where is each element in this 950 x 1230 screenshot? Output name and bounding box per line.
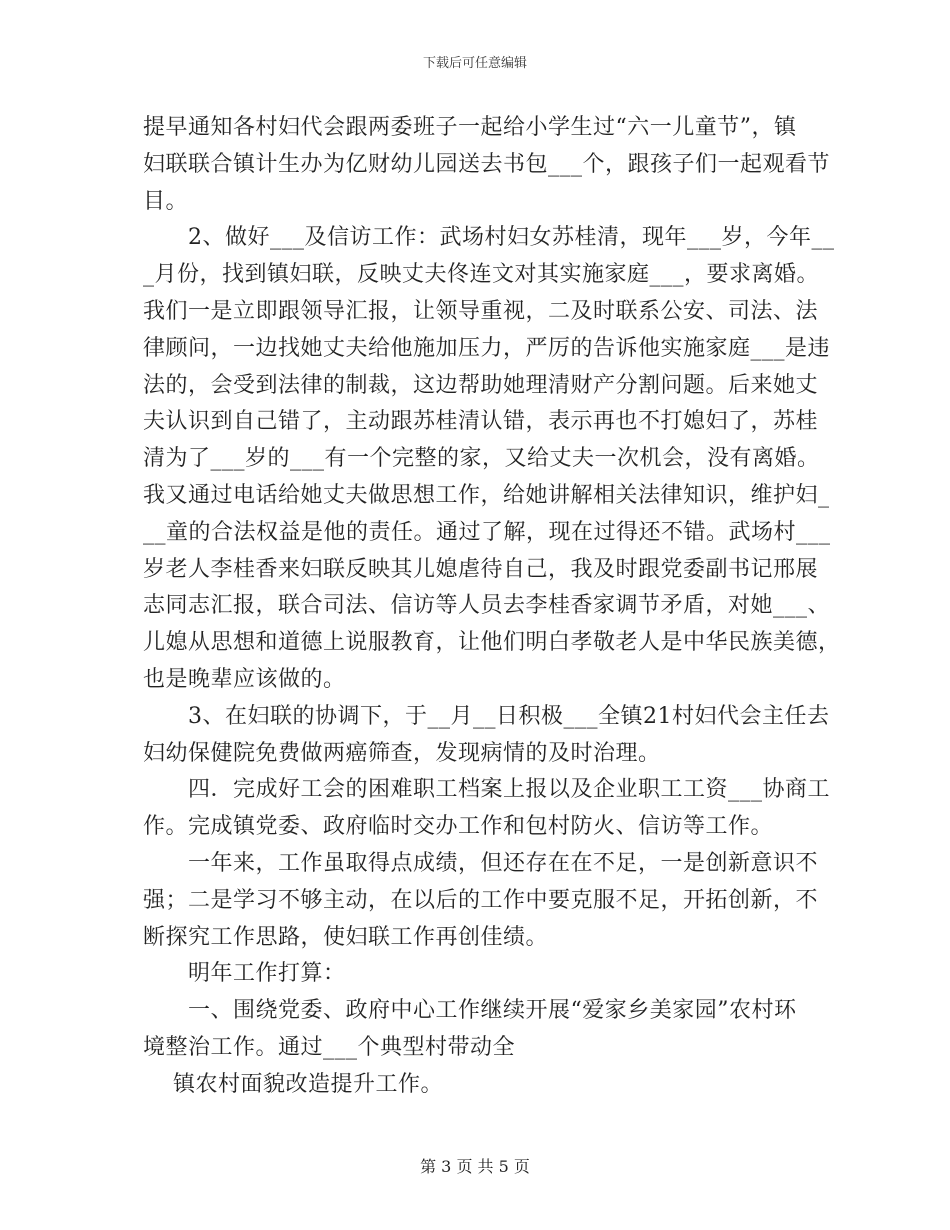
text-line-1: 提早通知各村妇代会跟两委班子一起给小学生过“六一儿童节”，镇 (143, 115, 797, 140)
paragraph-5-start: 一年来，工作虽取得点成绩，但还存在在不足，一是创新意识不 (188, 850, 819, 876)
text-line-26: 境整治工作。通过___个典型村带动全 (143, 1034, 516, 1060)
text-line-27: 镇农村面貌改造提升工作。 (173, 1071, 444, 1097)
document-body (143, 110, 841, 1104)
text-line-15: 儿媳从思想和道德上说服教育，让他们明白孝敬老人是中华民族美德， (143, 630, 841, 656)
section-heading-next-year: 明年工作打算： (188, 961, 346, 987)
text-line-10: 清为了___岁的___有一个完整的家，又给丈夫一次机会，没有离婚。 (143, 446, 820, 472)
text-line-23: 断探究工作思路，使妇联工作再创佳绩。 (143, 924, 549, 950)
paragraph-3-start: 3、在妇联的协调下，于__月__日积极___全镇21村妇代会主任去 (188, 703, 830, 729)
text-line-18: 妇幼保健院免费做两癌筛查，发现病情的及时治理。 (143, 740, 661, 766)
text-line-8: 法的，会受到法律的制裁，这边帮助她理清财产分割问题。后来她丈 (143, 372, 819, 398)
text-line-12: __童的合法权益是他的责任。通过了解，现在过得还不错。武场村___ (143, 519, 831, 545)
page-number: 第 3 页 共 5 页 (420, 1157, 530, 1176)
text-line-16: 也是晚辈应该做的。 (143, 666, 346, 692)
text-line-6: 我们一是立即跟领导汇报，让领导重视，二及时联系公安、司法、法 (143, 298, 819, 324)
text-line-5: _月份，找到镇妇联，反映丈夫佟连文对其实施家庭___，要求离婚。 (143, 262, 820, 288)
page-header: 下载后可任意编辑 (422, 56, 527, 71)
paragraph-2-start: 2、做好___及信访工作：武场村妇女苏桂清，现年___岁，今年__ (188, 225, 835, 251)
text-line-22: 强；二是学习不够主动，在以后的工作中要克服不足，开拓创新，不 (143, 887, 819, 913)
paragraph-6-start: 一、围绕党委、政府中心工作继续开展“爱家乡美家园”农村环 (188, 998, 797, 1024)
text-line-3: 目。 (143, 188, 189, 214)
text-line-11: 我又通过电话给她丈夫做思想工作，给她讲解相关法律知识，维护妇_ (143, 482, 830, 508)
text-line-20: 作。完成镇党委、政府临时交办工作和包村防火、信访等工作。 (143, 814, 774, 840)
text-line-9: 夫认识到自己错了，主动跟苏桂清认错，表示再也不打媳妇了，苏桂 (143, 409, 819, 435)
text-line-7: 律顾问，一边找她丈夫给他施加压力，严厉的告诉他实施家庭___是违 (143, 335, 831, 361)
text-line-14: 志同志汇报，联合司法、信访等人员去李桂香家调节矛盾，对她___、 (143, 593, 831, 619)
text-line-2: 妇联联合镇计生办为亿财幼儿园送去书包___个，跟孩子们一起观看节 (143, 151, 831, 177)
text-line-13: 岁老人李桂香来妇联反映其儿媳虐待自己，我及时跟党委副书记邢展 (143, 556, 819, 582)
paragraph-4-start: 四．完成好工会的困难职工档案上报以及企业职工工资___协商工 (188, 777, 831, 803)
